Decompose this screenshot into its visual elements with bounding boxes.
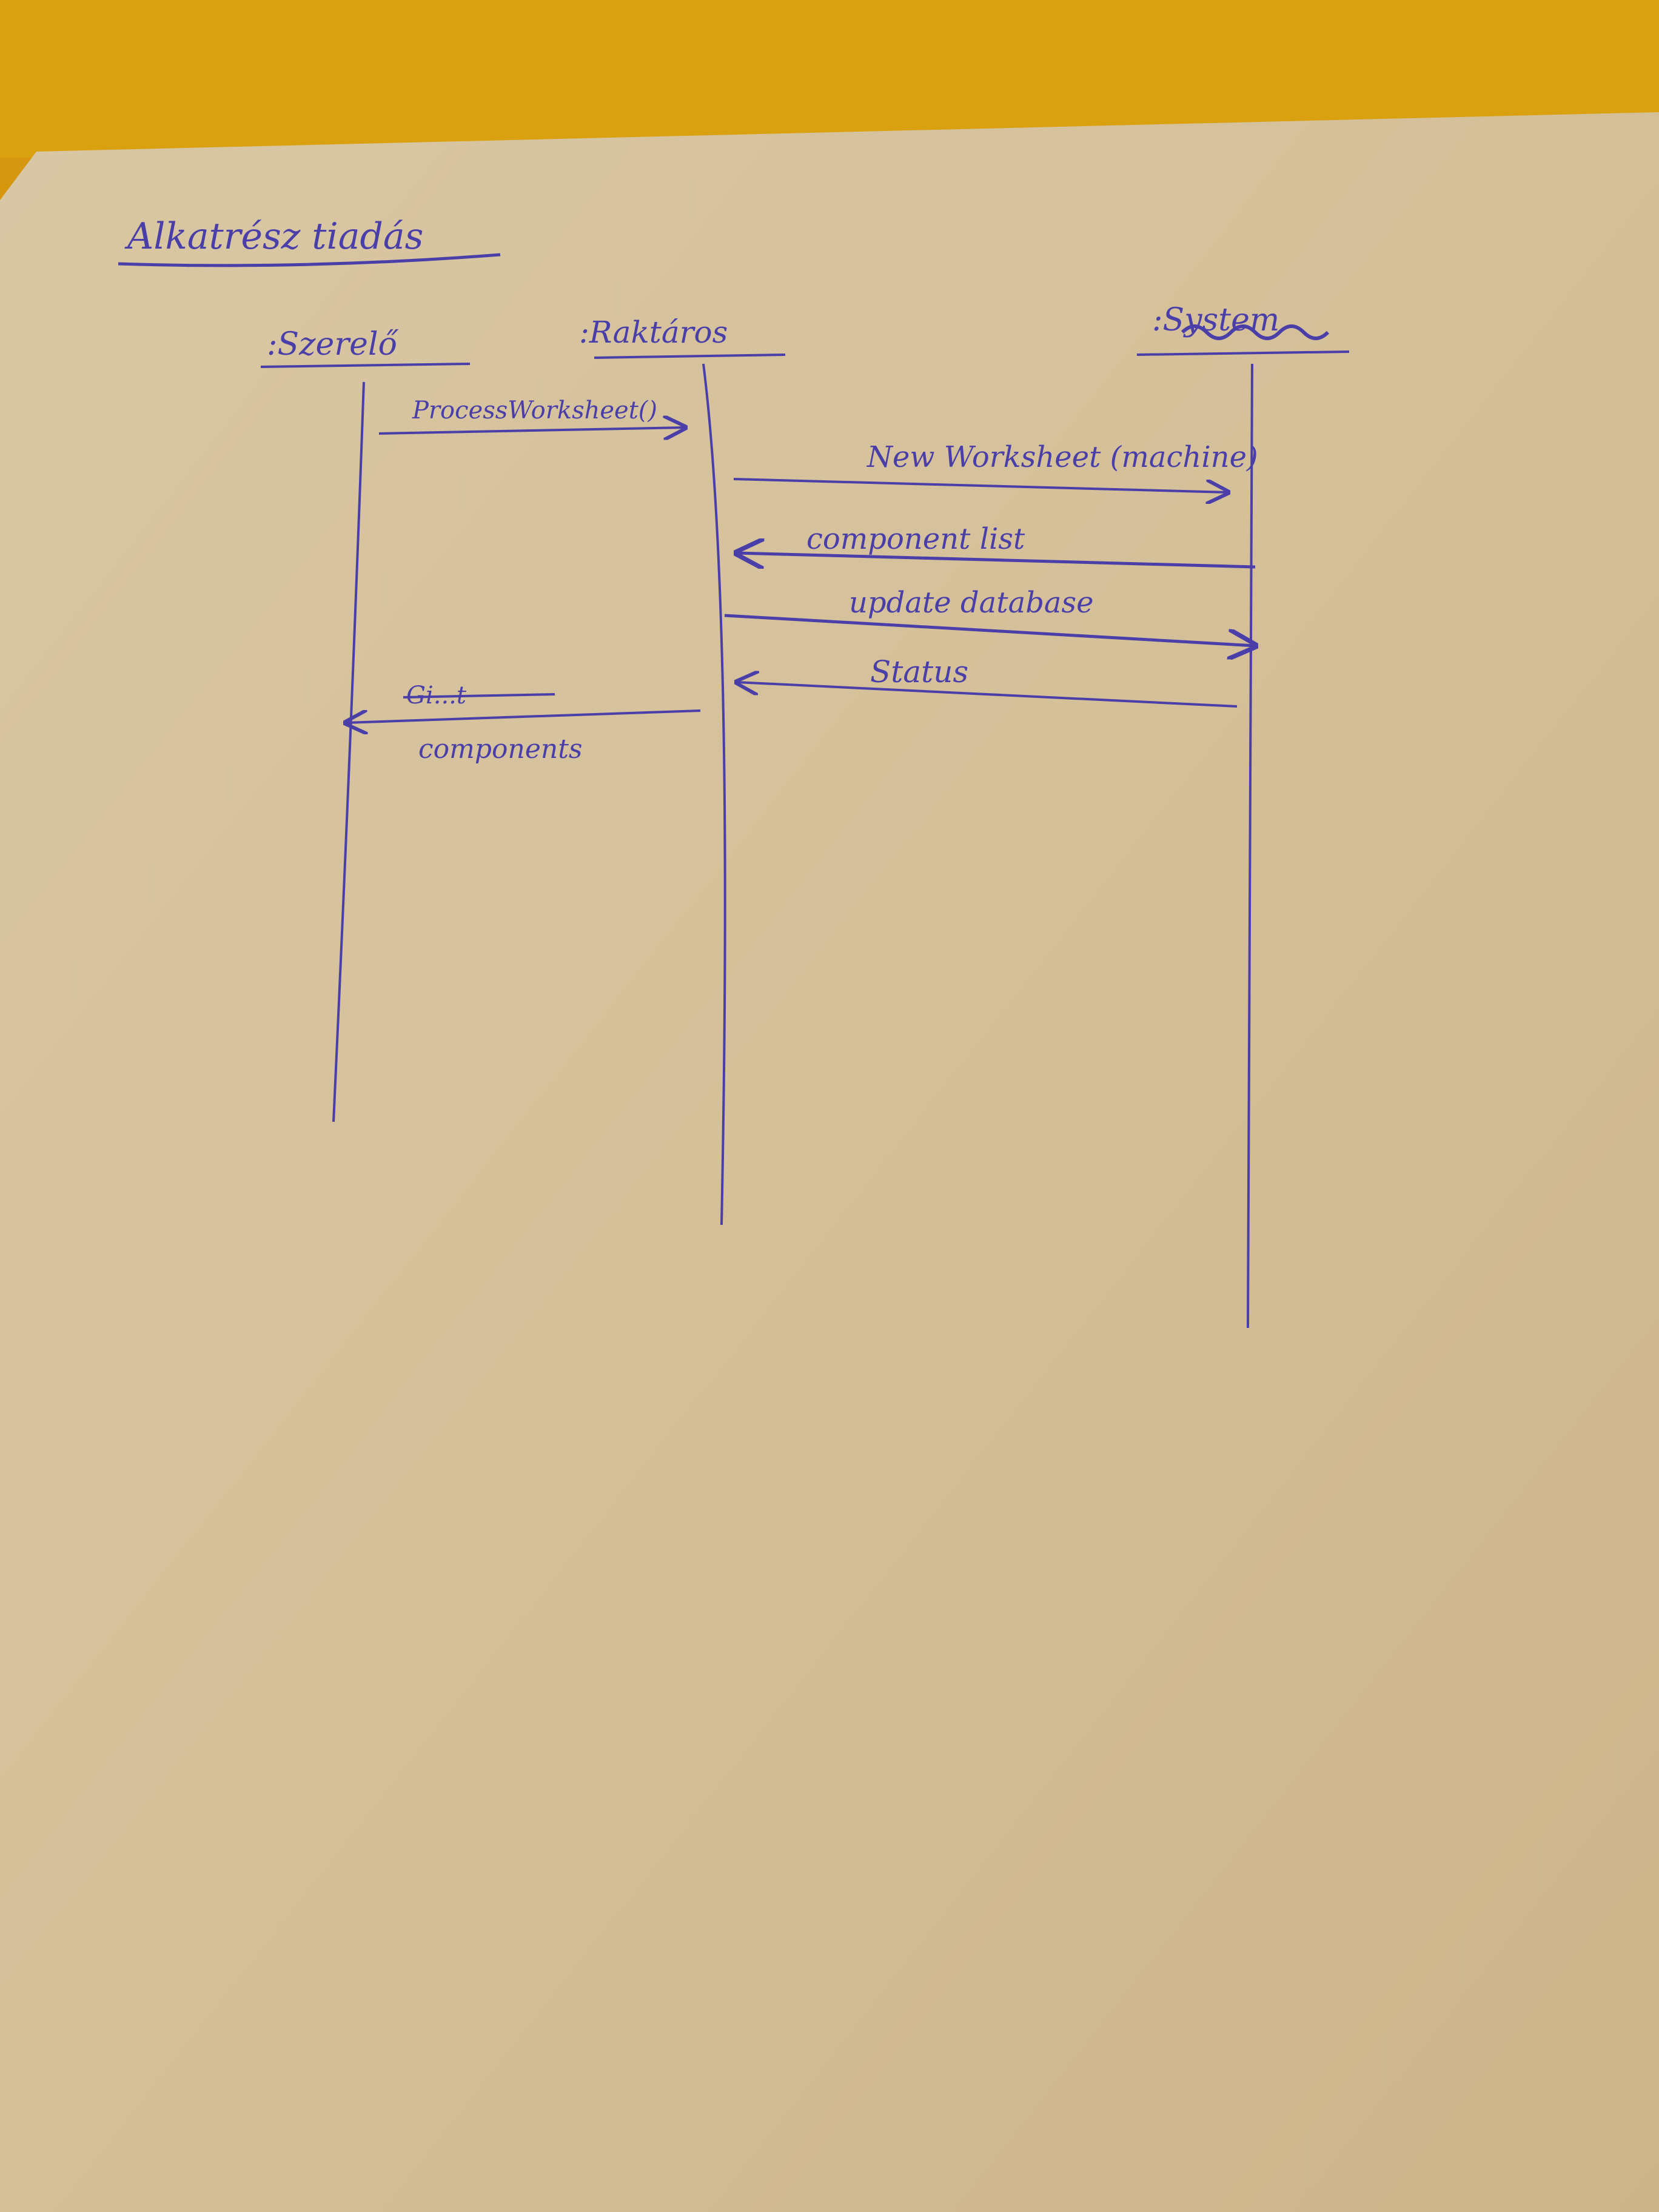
message-label-4: update database xyxy=(849,586,1094,620)
lifeline-label-system: :System xyxy=(1152,302,1280,338)
message-label-6: components xyxy=(418,734,583,765)
message-label-3: component list xyxy=(806,522,1025,556)
message-label-1: ProcessWorksheet() xyxy=(412,397,658,424)
message-struck-label-6: Gi...t xyxy=(406,682,466,709)
diagram-title: Alkatrész tiadás xyxy=(127,215,424,258)
message-label-2: New Worksheet (machine) xyxy=(867,440,1258,474)
message-label-5: Status xyxy=(870,654,969,689)
lifeline-label-szerelo: :Szerelő xyxy=(267,326,397,363)
lifeline-label-raktaros: :Raktáros xyxy=(579,315,728,350)
paper-sheet xyxy=(0,112,1659,2212)
